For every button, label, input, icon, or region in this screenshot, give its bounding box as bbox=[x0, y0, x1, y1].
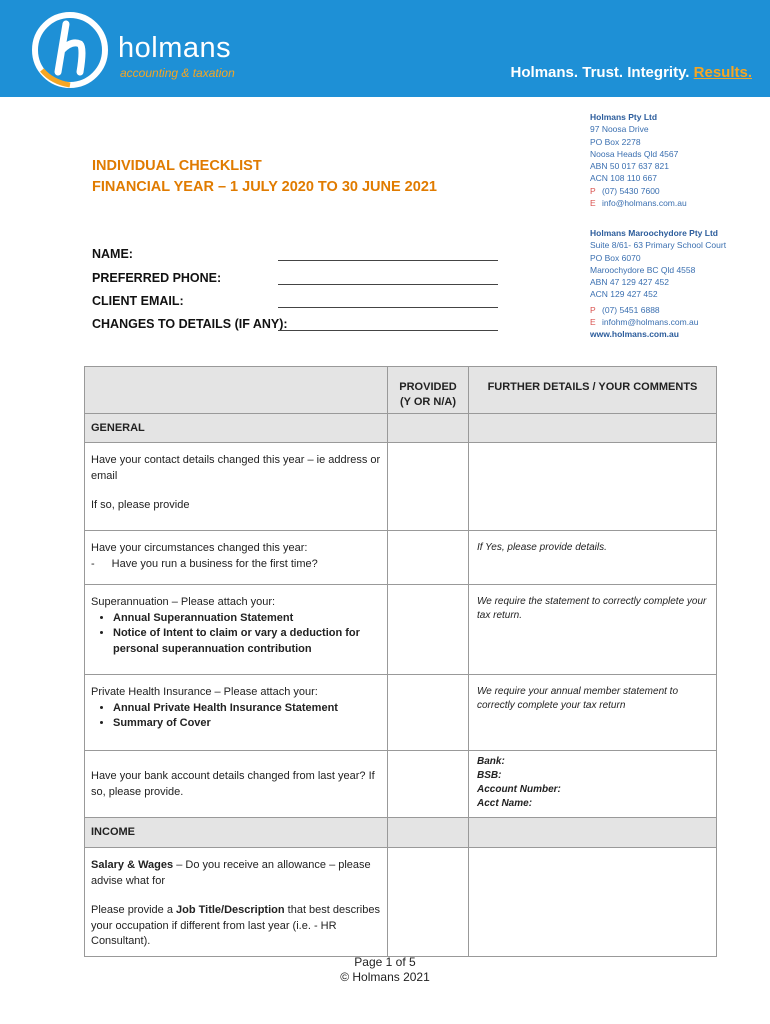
job-title-prefix: Please provide a bbox=[91, 904, 176, 916]
account-number-label: Account Number: bbox=[477, 784, 561, 795]
header-cell-question bbox=[85, 367, 388, 414]
comments-cell[interactable] bbox=[469, 751, 717, 818]
brand-subtitle: accounting & taxation bbox=[120, 66, 235, 80]
office-noosa bbox=[590, 111, 687, 209]
email-label: CLIENT EMAIL: bbox=[92, 294, 184, 308]
section-cell bbox=[469, 818, 717, 848]
table-row bbox=[85, 443, 717, 531]
section-row-general bbox=[85, 414, 717, 443]
changes-label: CHANGES TO DETAILS (IF ANY): bbox=[92, 317, 288, 331]
question-cell bbox=[85, 751, 388, 818]
header-comments: FURTHER DETAILS / YOUR COMMENTS bbox=[469, 367, 717, 414]
list-item: • Annual Private Health Insurance Statement bbox=[113, 701, 381, 717]
office-line: Maroochydore BC Qld 4558 bbox=[590, 264, 696, 275]
table-row bbox=[85, 531, 717, 585]
office-email[interactable]: infohm@holmans.com.au bbox=[602, 317, 699, 328]
question-cell bbox=[85, 848, 388, 957]
office-line: Suite 8/61- 63 Primary School Court bbox=[590, 240, 727, 251]
office-line: ACN 108 110 667 bbox=[590, 173, 657, 184]
question-cell bbox=[85, 443, 388, 531]
email-label: E bbox=[590, 317, 596, 328]
question-cell bbox=[85, 531, 388, 585]
phone-label: P bbox=[590, 304, 596, 315]
comments-cell[interactable]: If Yes, please provide details. bbox=[469, 531, 717, 585]
question-contact: Have your contact details changed this year – ie address or email bbox=[91, 454, 381, 482]
header-banner bbox=[0, 0, 770, 97]
changes-field[interactable] bbox=[278, 330, 498, 331]
comments-cell[interactable] bbox=[469, 848, 717, 957]
tagline-text: Holmans. Trust. Integrity. bbox=[510, 64, 690, 81]
provided-cell[interactable] bbox=[388, 585, 469, 675]
question-contact-provide: If so, please provide bbox=[91, 499, 190, 511]
checklist-table bbox=[84, 366, 717, 957]
list-item: • Annual Superannuation Statement bbox=[113, 611, 381, 627]
header-provided-label: PROVIDED bbox=[399, 381, 457, 393]
job-title-question: that best describes your occupation if different from last year (i.e. - HR Consultant). bbox=[91, 904, 380, 947]
page-number: Page 1 of 5 bbox=[354, 955, 416, 969]
office-line: Noosa Heads Qld 4567 bbox=[590, 148, 679, 159]
comments-cell[interactable] bbox=[469, 443, 717, 531]
list-item: • Summary of Cover bbox=[113, 716, 381, 732]
office-phone: (07) 5430 7600 bbox=[602, 185, 660, 196]
email-label: E bbox=[590, 198, 596, 209]
list-item: • Notice of Intent to claim or vary a deduction for personal superannuation contribution bbox=[113, 626, 381, 657]
table-row bbox=[85, 585, 717, 675]
section-cell bbox=[388, 414, 469, 443]
name-field[interactable] bbox=[278, 260, 498, 261]
section-cell bbox=[469, 414, 717, 443]
job-title-label: Job Title/Description bbox=[176, 904, 285, 916]
provided-cell[interactable] bbox=[388, 531, 469, 585]
health-list bbox=[91, 701, 381, 732]
provided-cell[interactable] bbox=[388, 751, 469, 818]
question-circumstances: Have your circumstances changed this year: bbox=[91, 542, 308, 554]
provided-cell[interactable] bbox=[388, 848, 469, 957]
office-line: 97 Noosa Drive bbox=[590, 124, 649, 135]
super-list bbox=[91, 611, 381, 658]
table-header-row bbox=[85, 367, 717, 414]
question-super: Superannuation – Please attach your: bbox=[91, 596, 276, 608]
bsb-label: BSB: bbox=[477, 770, 502, 781]
header-provided-sub: (Y OR N/A) bbox=[399, 396, 457, 408]
question-business: Have you run a business for the first time? bbox=[111, 557, 318, 570]
copyright: © Holmans 2021 bbox=[340, 970, 430, 984]
email-field[interactable] bbox=[278, 307, 498, 308]
section-income: INCOME bbox=[85, 818, 388, 848]
question-bank: Have your bank account details changed from last year? If so, please provide. bbox=[91, 770, 375, 798]
name-label: NAME: bbox=[92, 247, 133, 261]
comments-cell[interactable]: We require your annual member statement to correctly complete your tax return bbox=[469, 675, 717, 751]
office-name: Holmans Maroochydore Pty Ltd bbox=[590, 228, 718, 238]
section-row-income bbox=[85, 818, 717, 848]
phone-label: PREFERRED PHONE: bbox=[92, 271, 222, 285]
account-name-label: Acct Name: bbox=[477, 798, 533, 809]
salary-label: Salary & Wages bbox=[91, 859, 174, 871]
tagline-accent: Results. bbox=[693, 64, 752, 81]
header-provided bbox=[388, 367, 469, 414]
dash-marker: - bbox=[91, 557, 95, 570]
table-row bbox=[85, 751, 717, 818]
office-name: Holmans Pty Ltd bbox=[590, 112, 658, 122]
document-subtitle: FINANCIAL YEAR – 1 JULY 2020 TO 30 JUNE 2021 bbox=[92, 179, 437, 195]
comments-cell[interactable]: We require the statement to correctly complete your tax return. bbox=[469, 585, 717, 675]
bank-label: Bank: bbox=[477, 756, 505, 767]
holmans-logo-icon bbox=[32, 12, 108, 88]
office-line: ACN 129 427 452 bbox=[590, 289, 658, 300]
office-line: ABN 47 129 427 452 bbox=[590, 277, 669, 288]
document-title: INDIVIDUAL CHECKLIST bbox=[92, 158, 262, 174]
office-website[interactable]: www.holmans.com.au bbox=[590, 329, 679, 340]
tagline bbox=[511, 64, 752, 81]
office-phone: (07) 5451 6888 bbox=[602, 304, 660, 315]
section-cell bbox=[388, 818, 469, 848]
phone-label: P bbox=[590, 185, 596, 196]
office-maroochydore bbox=[590, 227, 726, 341]
provided-cell[interactable] bbox=[388, 675, 469, 751]
salary-question: – Do you receive an allowance – please advise what for bbox=[91, 859, 371, 887]
office-line: PO Box 2278 bbox=[590, 136, 641, 147]
question-health: Private Health Insurance – Please attach your: bbox=[91, 686, 318, 698]
brand-name: holmans bbox=[118, 32, 232, 64]
office-email[interactable]: info@holmans.com.au bbox=[602, 198, 687, 209]
table-row bbox=[85, 848, 717, 957]
question-cell bbox=[85, 675, 388, 751]
provided-cell[interactable] bbox=[388, 443, 469, 531]
table-row bbox=[85, 675, 717, 751]
office-line: PO Box 6070 bbox=[590, 252, 641, 263]
section-general: GENERAL bbox=[85, 414, 388, 443]
office-line: ABN 50 017 637 821 bbox=[590, 161, 669, 172]
phone-field[interactable] bbox=[278, 284, 498, 285]
question-cell bbox=[85, 585, 388, 675]
